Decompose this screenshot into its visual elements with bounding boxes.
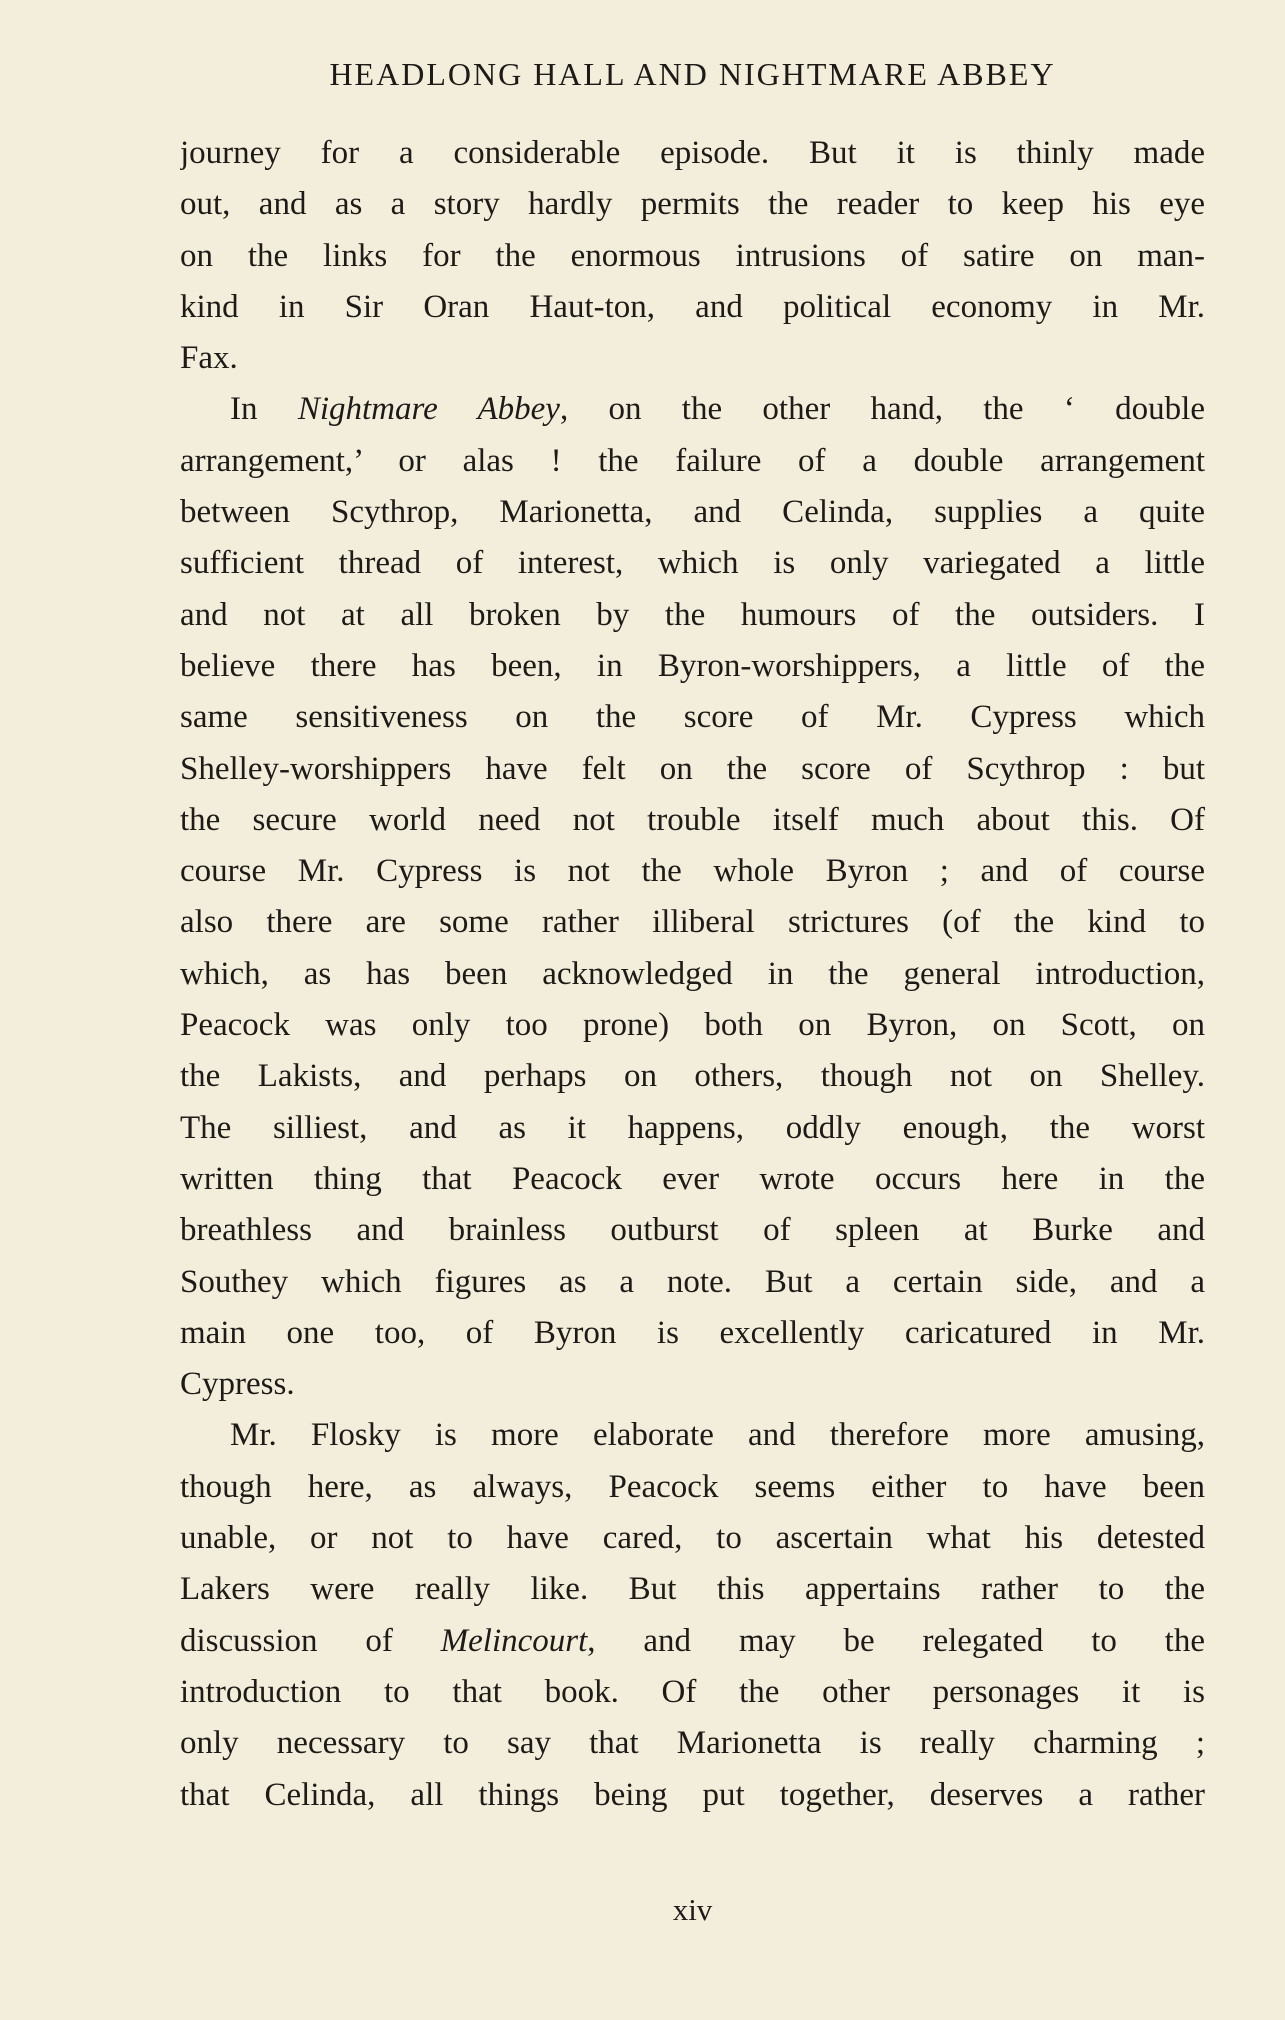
text-line: which, as has been acknowledged in the general introduction, <box>180 955 1205 992</box>
text-segment: In <box>230 391 298 428</box>
body-text <box>180 128 1205 1821</box>
text-line: written thing that Peacock ever wrote occurs here in the <box>180 1160 1205 1197</box>
text-line: kind in Sir Oran Haut-ton, and political economy in Mr. <box>180 288 1205 325</box>
text-line: that Celinda, all things being put together, deserves a rather <box>180 1776 1205 1813</box>
text-line: the Lakists, and perhaps on others, though not on Shelley. <box>180 1058 1205 1095</box>
text-line: course Mr. Cypress is not the whole Byron ; and of course <box>180 853 1205 890</box>
text-line: and not at all broken by the humours of the outsiders. I <box>180 596 1205 633</box>
text-line: Southey which figures as a note. But a certain side, and a <box>180 1263 1205 1300</box>
text-line: unable, or not to have cared, to ascertain what his detested <box>180 1520 1205 1557</box>
text-line: introduction to that book. Of the other personages it is <box>180 1673 1205 1710</box>
italic-title: Melincourt <box>440 1622 588 1659</box>
italic-title: Nightmare Abbey <box>297 391 560 428</box>
text-segment: , and may be relegated to the <box>587 1622 1205 1659</box>
text-line <box>180 384 1205 435</box>
page-number: xiv <box>672 1892 713 1927</box>
text-line <box>180 1616 1205 1667</box>
text-line: main one too, of Byron is excellently caricatured in Mr. <box>180 1314 1205 1351</box>
text-line: Shelley-worshippers have felt on the score of Scythrop : but <box>180 750 1205 787</box>
text-line: also there are some rather illiberal strictures (of the kind to <box>180 904 1205 941</box>
text-line: breathless and brainless outburst of spleen at Burke and <box>180 1212 1205 1249</box>
text-line: between Scythrop, Marionetta, and Celinda, supplies a quite <box>180 494 1205 531</box>
text-line: on the links for the enormous intrusions of satire on man- <box>180 237 1205 274</box>
text-segment: discussion of <box>180 1622 441 1659</box>
text-line: sufficient thread of interest, which is only variegated a little <box>180 545 1205 582</box>
text-line: though here, as always, Peacock seems either to have been <box>180 1468 1205 1505</box>
text-line: believe there has been, in Byron-worshippers, a little of the <box>180 647 1205 684</box>
text-line: The silliest, and as it happens, oddly enough, the worst <box>180 1109 1205 1146</box>
text-line: the secure world need not trouble itself much about this. Of <box>180 801 1205 838</box>
text-line: Lakers were really like. But this appertains rather to the <box>180 1571 1205 1608</box>
text-line: arrangement,’ or alas ! the failure of a double arrangement <box>180 442 1205 479</box>
running-head: HEADLONG HALL AND NIGHTMARE ABBEY <box>329 56 1056 92</box>
text-line: out, and as a story hardly permits the reader to keep his eye <box>180 186 1205 223</box>
text-segment: , on the other hand, the ‘ double <box>559 391 1205 428</box>
text-line: Peacock was only too prone) both on Byron, on Scott, on <box>180 1007 1205 1044</box>
text-line: Cypress. <box>180 1366 295 1403</box>
text-line: same sensitiveness on the score of Mr. Cypress which <box>180 699 1205 736</box>
text-line: only necessary to say that Marionetta is really charming ; <box>180 1725 1205 1762</box>
text-line: journey for a considerable episode. But it is thinly made <box>180 135 1205 171</box>
text-line: Mr. Flosky is more elaborate and therefore more amusing, <box>230 1417 1205 1454</box>
text-line: Fax. <box>180 340 238 377</box>
